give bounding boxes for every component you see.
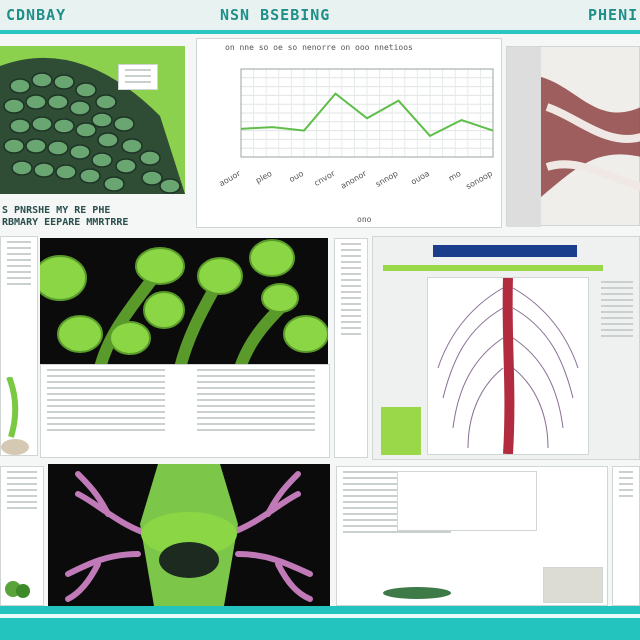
chart-footer: ono (357, 215, 372, 224)
bottom-accent-bar (0, 606, 640, 640)
x-tick-label: ouo (287, 168, 305, 185)
green-stalks-image (40, 238, 328, 368)
green-stalks-graphic (40, 238, 328, 368)
text-column (334, 238, 368, 458)
x-tick-label: mo (447, 168, 463, 184)
header-left-title: CDNBAY (6, 6, 67, 24)
line-chart-panel (196, 38, 502, 228)
top-header-bar (0, 0, 640, 34)
chart-subtitle: on nne so oe so nenorre on ooo nnetioos (225, 43, 413, 52)
vessel-photo-graphic (507, 47, 640, 227)
viewer-window (372, 236, 640, 460)
x-tick-label: sonoop (464, 168, 494, 192)
viewer-title-bar (433, 245, 577, 257)
doc-chart-card (397, 471, 537, 531)
viewer-side-block (381, 407, 421, 455)
specimen-panel (0, 236, 38, 456)
left-caption (2, 205, 202, 229)
x-axis-labels (218, 169, 494, 192)
bottom-stripe (0, 614, 640, 618)
spec-card (118, 64, 158, 90)
left-caption-line-2: RBMARY EEPARE MMRTRRE (2, 217, 129, 228)
organism-render-graphic (48, 464, 330, 606)
vessel-tree-view (427, 277, 589, 455)
x-tick-label: cnvor (312, 168, 337, 188)
x-tick-label: ouoa (409, 168, 431, 187)
plant-icon (3, 577, 33, 607)
specimen-icon (1, 377, 39, 457)
line-chart (197, 61, 501, 211)
header-right-title: PHENI (588, 6, 639, 24)
x-tick-label: snnop (373, 168, 400, 189)
x-tick-label: pleo (254, 168, 274, 186)
bottom-left-notes (0, 466, 44, 606)
data-table-panel (40, 364, 330, 458)
organism-render-image (48, 464, 330, 606)
x-tick-label: anonor (339, 168, 368, 191)
x-tick-label: aouor (217, 168, 242, 189)
chart-grid (241, 69, 493, 157)
left-caption-line-1: S PNRSHE MY RE PHE (2, 205, 111, 216)
viewer-right-text (595, 277, 639, 341)
header-center-title: NSN BSEBING (220, 6, 331, 24)
vessel-photo-panel (506, 46, 640, 226)
leaf-specimen (377, 577, 497, 607)
documents-collage (336, 466, 608, 606)
doc-photo-card (543, 567, 603, 603)
right-edge-strip (612, 466, 640, 606)
vessel-tree-graphic (428, 278, 588, 454)
viewer-toolbar (383, 265, 603, 271)
